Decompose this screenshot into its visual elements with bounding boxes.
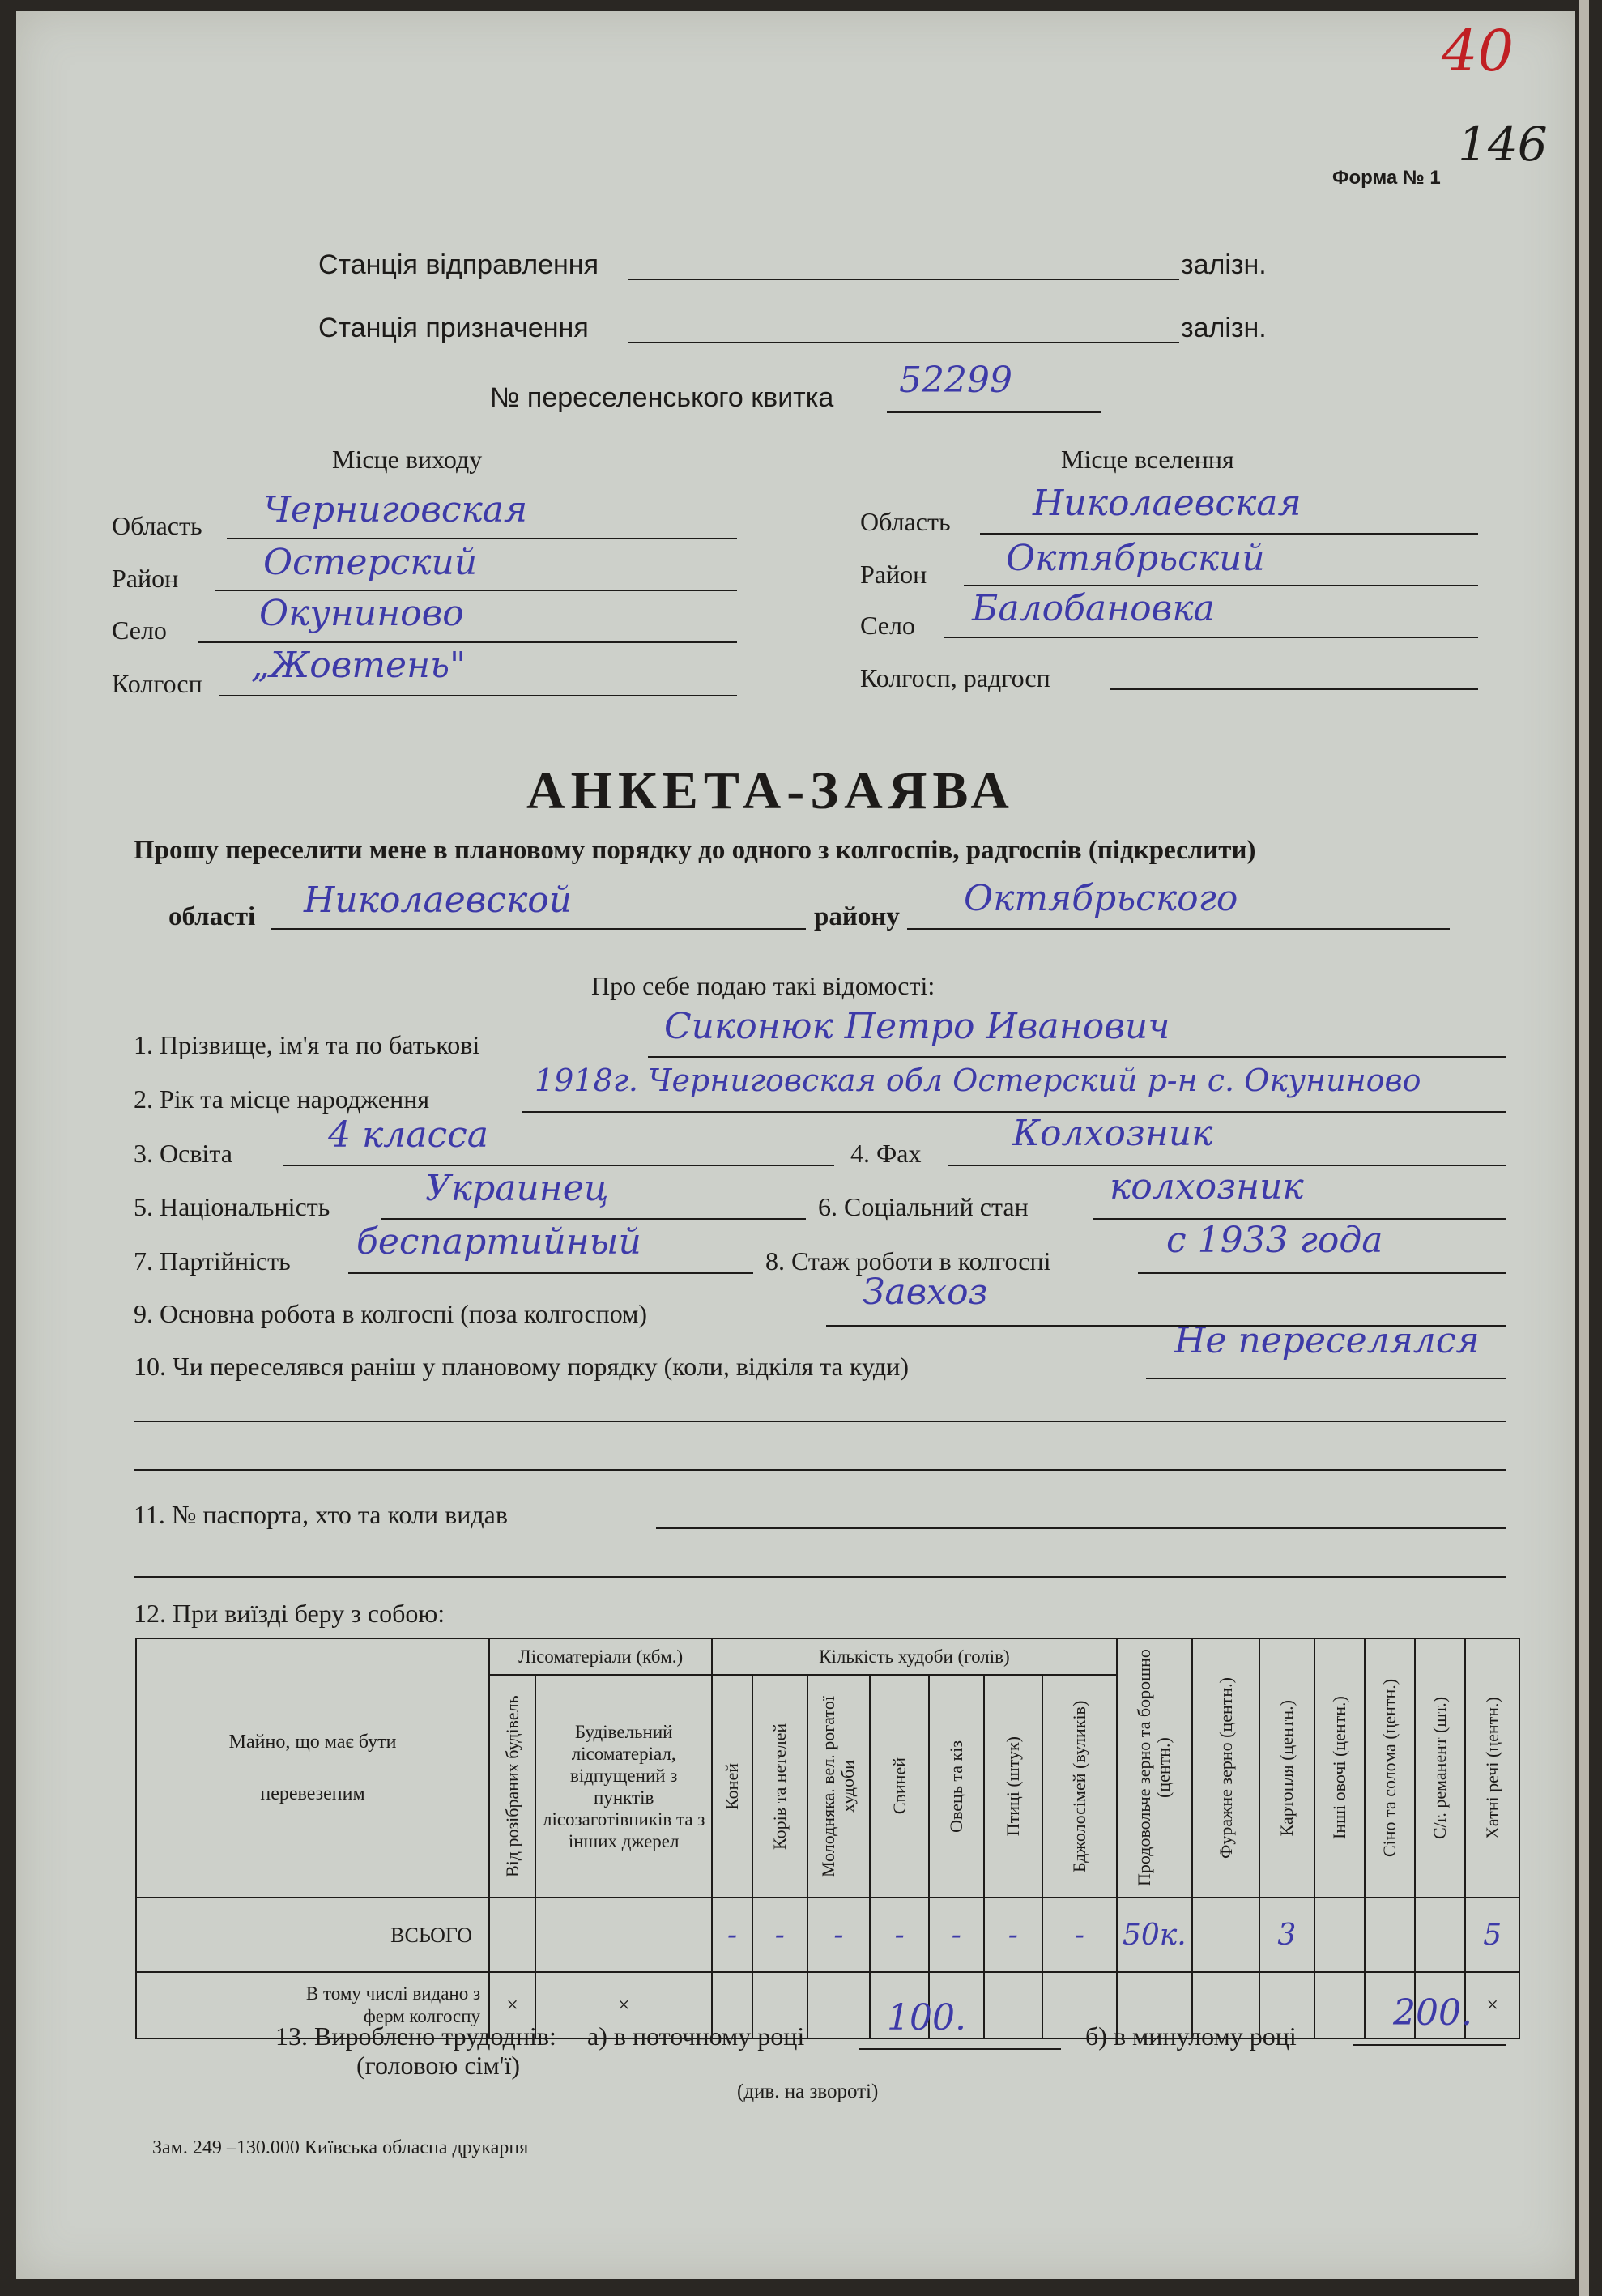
origin-kolgosp-line	[219, 695, 737, 696]
col-food-grain-header	[1117, 1638, 1192, 1898]
col-building-timber-text: Будівельний лісоматеріал, відпущений з пунктів лісозаготівників та з інших джерел	[542, 1721, 705, 1851]
origin-oblast-value: Черниговская	[263, 489, 528, 530]
workdays-current-line	[859, 2048, 1061, 2050]
field-10-value: Не переселялся	[1174, 1320, 1480, 1361]
col-sheep-header	[929, 1675, 983, 1898]
ticket-label: № переселенського квитка	[490, 382, 834, 413]
total-row-cell: -	[807, 1898, 871, 1972]
origin-selo-line	[198, 641, 737, 643]
dest-oblast-value: Николаевская	[1033, 483, 1302, 524]
request-raion-line	[907, 928, 1450, 930]
field-7-line	[348, 1272, 753, 1274]
col-pigs-text: Свиней	[888, 1757, 910, 1815]
dest-oblast-line	[980, 533, 1478, 535]
request-oblast-value: Николаевской	[304, 880, 573, 921]
col-horses-header	[712, 1675, 752, 1898]
col-feed-grain-text: Фуражне зерно (центн.)	[1215, 1677, 1236, 1859]
total-row-cell: 50к.	[1117, 1898, 1192, 1972]
origin-oblast-line	[227, 538, 737, 539]
field-5-label: 5. Національність	[134, 1192, 330, 1221]
origin-raion-label: Район	[112, 564, 179, 593]
col-poultry-text: Птиці (штук)	[1002, 1736, 1023, 1837]
field-11-label: 11. № паспорта, хто та коли видав	[134, 1500, 508, 1529]
workdays-previous-value: 200.	[1393, 1992, 1472, 2034]
field-12-label: 12. При виїзді беру з собою:	[134, 1599, 445, 1628]
field-2-label: 2. Рік та місце народження	[134, 1084, 430, 1114]
col-cows-text: Корів та нетелей	[769, 1723, 790, 1850]
total-row-label	[136, 1898, 489, 1972]
issued-row-cell	[1314, 1972, 1365, 2038]
col-young-cattle-text: Молодняка. вел. рогатої худоби	[818, 1695, 859, 1877]
field-2-value: 1918г. Черниговская обл Остерский р-н с. Окуниново	[535, 1063, 1421, 1098]
total-row-cell: 3	[1259, 1898, 1314, 1972]
dest-kolgosp-label: Колгосп, радгосп	[860, 663, 1050, 692]
field-9-value: Завхоз	[863, 1272, 988, 1313]
field-1-label: 1. Прізвище, ім'я та по батькові	[134, 1030, 480, 1059]
form-title: АНКЕТА-ЗАЯВА	[526, 761, 1015, 820]
field-10-label: 10. Чи переселявся раніш у плановому порядку (коли, відкіля та куди)	[134, 1352, 909, 1381]
destination-station-label: Станція призначення	[318, 313, 589, 343]
issued-row-cell	[984, 1972, 1043, 2038]
field-6-label: 6. Соціальний стан	[818, 1192, 1029, 1221]
total-row-cell: 5	[1465, 1898, 1519, 1972]
field-8-line	[1138, 1272, 1506, 1274]
col-potatoes-header	[1259, 1638, 1314, 1898]
col-food-grain-text: Продовольче зерно та борошно (центн.)	[1134, 1649, 1174, 1887]
issued-row-cell: ×	[535, 1972, 712, 2038]
total-row-cell	[1365, 1898, 1415, 1972]
total-row-cell: -	[1042, 1898, 1116, 1972]
origin-kolgosp-value: „Жовтень"	[251, 645, 467, 686]
field-8-label: 8. Стаж роботи в колгоспі	[765, 1246, 1051, 1276]
field-1-line	[648, 1056, 1506, 1058]
field-10-extra-line-1	[134, 1421, 1506, 1422]
destination-station-line	[628, 342, 1179, 343]
total-row	[136, 1898, 1519, 1972]
request-oblast-line	[271, 928, 806, 930]
total-row-cell	[535, 1898, 712, 1972]
col-household-header	[1465, 1638, 1519, 1898]
origin-selo-label: Село	[112, 616, 167, 645]
document-page	[16, 11, 1575, 2279]
workdays-current-label: а) в поточному році	[587, 2021, 805, 2051]
total-row-cell: -	[870, 1898, 929, 1972]
workdays-current-value: 100.	[887, 1997, 966, 2038]
field-4-label: 4. Фах	[850, 1139, 922, 1168]
departure-station-line	[628, 279, 1179, 280]
field-4-value: Колхозник	[1012, 1113, 1213, 1154]
col-bees-header	[1042, 1675, 1116, 1898]
total-row-cell	[489, 1898, 535, 1972]
request-text: Прошу переселити мене в плановому порядку до одного з колгоспів, радгоспів (підкреслити)	[134, 836, 1256, 865]
request-raion-label: району	[814, 902, 900, 931]
col-young-cattle-header	[807, 1675, 871, 1898]
field-11-extra-line	[134, 1576, 1506, 1578]
field-8-value: с 1933 года	[1166, 1220, 1383, 1261]
field-3-value: 4 класса	[328, 1114, 489, 1156]
col-hay-text: Сіно та солома (центн.)	[1379, 1678, 1400, 1858]
field-11-line	[656, 1527, 1506, 1529]
col-sheep-text: Овець та кіз	[945, 1740, 966, 1833]
ticket-number: 52299	[899, 360, 1012, 401]
col-tools-text: С/г. реманент (шт.)	[1429, 1696, 1451, 1840]
see-reverse-note: (див. на звороті)	[737, 2081, 879, 2102]
field-6-value: колхозник	[1110, 1166, 1304, 1208]
origin-selo-value: Окуниново	[259, 593, 464, 634]
form-number: Форма № 1	[1332, 167, 1441, 189]
origin-raion-value: Остерский	[263, 542, 478, 583]
col-vegetables-text: Інші овочі (центн.)	[1328, 1696, 1349, 1840]
col-horses-text: Коней	[722, 1762, 743, 1810]
col-potatoes-text: Картопля (центн.)	[1276, 1699, 1297, 1837]
field-1-value: Сиконюк Петро Иванович	[664, 1006, 1170, 1047]
total-row-cell	[1314, 1898, 1365, 1972]
field-3-label: 3. Освіта	[134, 1139, 232, 1168]
col-vegetables-header	[1314, 1638, 1365, 1898]
issued-row-cell: ×	[1465, 1972, 1519, 2038]
departure-station-label: Станція відправлення	[318, 249, 599, 280]
origin-heading: Місце виходу	[332, 445, 483, 474]
issued-row-cell: ×	[489, 1972, 535, 2038]
field-5-line	[381, 1218, 806, 1220]
ticket-line	[887, 411, 1101, 413]
goods-table	[135, 1638, 1520, 2039]
printer-imprint: Зам. 249 –130.000 Київська обласна друкарня	[152, 2137, 529, 2158]
col-tools-header	[1415, 1638, 1465, 1898]
info-intro: Про себе подаю такі відомості:	[591, 971, 935, 1000]
origin-oblast-label: Область	[112, 511, 202, 540]
issued-row-cell	[807, 1972, 871, 2038]
field-10-line	[1146, 1378, 1506, 1379]
col-property-header	[136, 1638, 489, 1898]
total-row-cell	[1415, 1898, 1465, 1972]
dest-selo-label: Село	[860, 611, 915, 640]
dest-raion-line	[964, 585, 1478, 586]
field-10-extra-line-2	[134, 1469, 1506, 1471]
request-raion-value: Октябрьского	[964, 878, 1238, 919]
origin-raion-line	[215, 590, 737, 591]
workdays-label: 13. Вироблено трудоднів:	[275, 2021, 556, 2051]
dest-oblast-label: Область	[860, 507, 951, 536]
col-poultry-header	[984, 1675, 1043, 1898]
col-pigs-header	[870, 1675, 929, 1898]
field-3-line	[283, 1165, 834, 1166]
col-dismantle-text: Від розібраних будівель	[501, 1695, 522, 1877]
group-timber-header: Лісоматеріали (кбм.)	[489, 1638, 712, 1675]
total-row-cell: -	[712, 1898, 752, 1972]
workdays-previous-label: б) в минулому році	[1085, 2021, 1297, 2051]
departure-railway-label: залізн.	[1181, 249, 1267, 280]
field-7-label: 7. Партійність	[134, 1246, 291, 1276]
workdays-sub: (головою сім'ї)	[356, 2051, 520, 2080]
field-9-label: 9. Основна робота в колгоспі (поза колгоспом)	[134, 1299, 648, 1328]
dest-selo-value: Балобановка	[972, 588, 1215, 629]
col-bees-text: Бджолосімей (вуликів)	[1068, 1700, 1089, 1872]
group-livestock-header: Кількість худоби (голів)	[712, 1638, 1116, 1675]
field-5-value: Украинец	[425, 1168, 609, 1209]
col-cows-header	[752, 1675, 807, 1898]
col-feed-grain-header	[1192, 1638, 1259, 1898]
archive-number-black: 146	[1458, 117, 1548, 172]
archive-number-red: 40	[1442, 18, 1515, 84]
total-row-cell: -	[752, 1898, 807, 1972]
col-property-text: Майно, що має бути перевезеним	[228, 1732, 397, 1804]
total-row-cell: -	[929, 1898, 983, 1972]
origin-kolgosp-label: Колгосп	[112, 669, 202, 698]
field-7-value: беспартийный	[356, 1221, 641, 1263]
total-row-cell: -	[984, 1898, 1043, 1972]
total-row-cell	[1192, 1898, 1259, 1972]
workdays-previous-line	[1353, 2044, 1506, 2046]
total-label-text: ВСЬОГО	[390, 1923, 473, 1947]
col-hay-header	[1365, 1638, 1415, 1898]
col-household-text: Хатні речі (центн.)	[1481, 1697, 1502, 1839]
col-dismantle-header	[489, 1675, 535, 1898]
destination-heading: Місце вселення	[1061, 445, 1234, 474]
dest-kolgosp-line	[1110, 688, 1478, 690]
col-building-timber-header	[535, 1675, 712, 1898]
page-edge	[1579, 0, 1589, 2296]
dest-selo-line	[944, 637, 1478, 638]
dest-raion-value: Октябрьский	[1006, 538, 1265, 579]
dest-raion-label: Район	[860, 560, 927, 589]
destination-railway-label: залізн.	[1181, 313, 1267, 343]
issued-label-text: В тому числі видано з ферм колгоспу	[305, 1983, 481, 2026]
request-oblast-label: області	[168, 902, 256, 931]
